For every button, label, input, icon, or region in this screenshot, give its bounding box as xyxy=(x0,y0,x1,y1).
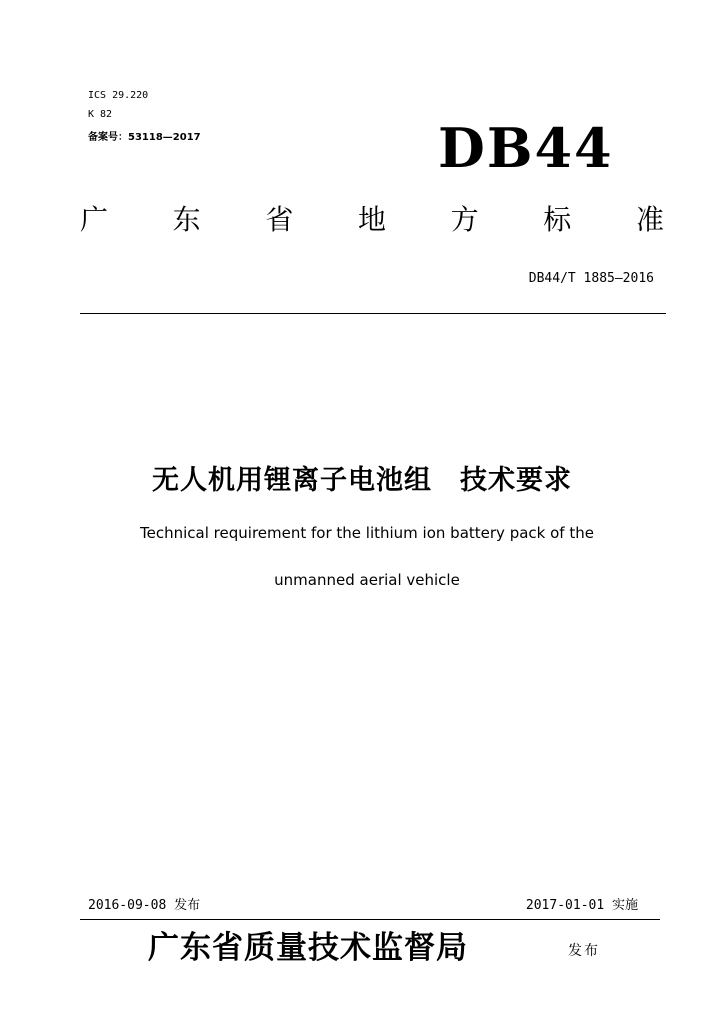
issuing-authority: 广东省质量技术监督局 xyxy=(148,930,468,966)
title-english-line-1: Technical requirement for the lithium ion battery pack of the xyxy=(140,524,594,542)
ics-code: ICS 29.220 xyxy=(88,90,149,101)
standard-type-char: 广 xyxy=(80,203,109,236)
top-divider xyxy=(80,313,666,314)
standard-type-heading xyxy=(80,200,664,240)
standard-type-char: 东 xyxy=(172,203,201,236)
standard-type-char: 省 xyxy=(265,203,294,236)
standard-type-char: 准 xyxy=(635,203,664,236)
db44-logo: DB44 xyxy=(438,116,614,180)
record-number: 备案号：53118—2017 xyxy=(88,132,201,143)
bottom-divider xyxy=(80,919,660,920)
title-chinese: 无人机用锂离子电池组 技术要求 xyxy=(152,465,572,496)
classification-code: K 82 xyxy=(88,109,113,120)
issuer-action: 发布 xyxy=(568,943,600,959)
standard-type-char: 地 xyxy=(357,203,386,236)
title-english-line-2: unmanned aerial vehicle xyxy=(274,571,460,589)
implementation-date: 2017-01-01 实施 xyxy=(525,898,638,913)
standard-type-char: 方 xyxy=(450,203,479,236)
issue-date: 2016-09-08 发布 xyxy=(88,898,201,913)
standard-type-char: 标 xyxy=(543,203,572,236)
standard-code: DB44/T 1885—2016 xyxy=(528,271,654,286)
